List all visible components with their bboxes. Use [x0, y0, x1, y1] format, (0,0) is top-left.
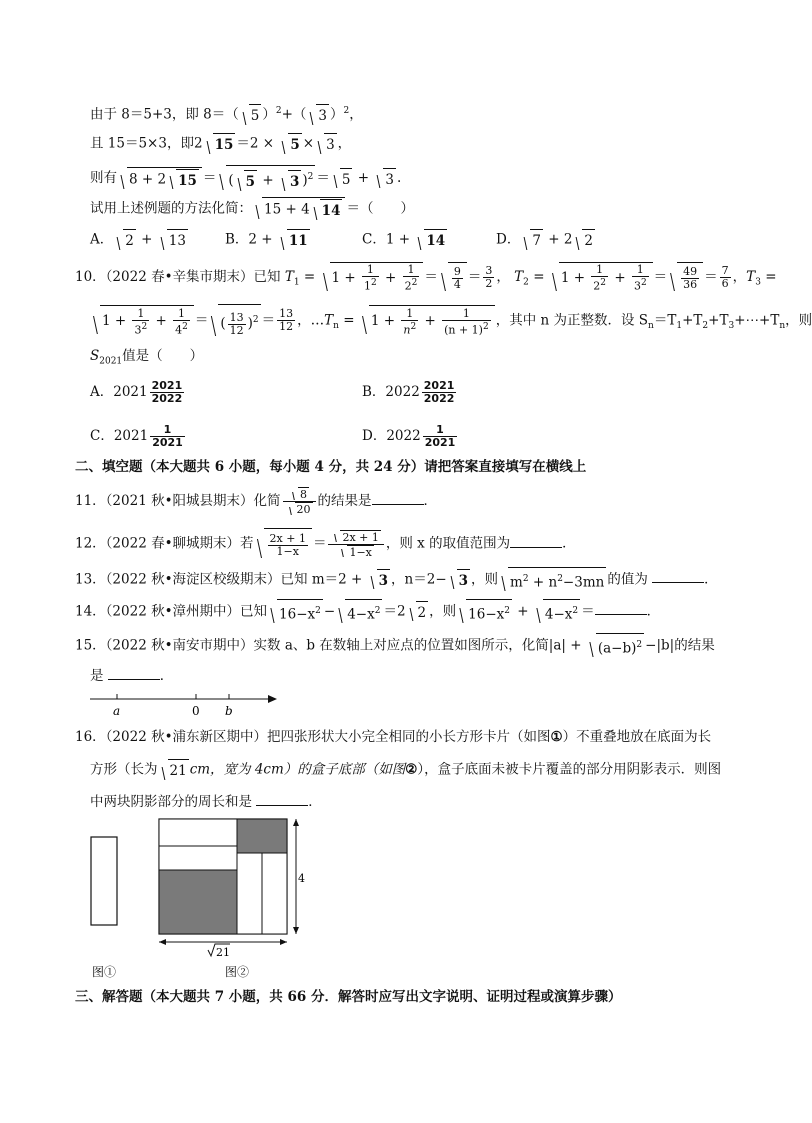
q13-line: 13．（2022 秋•海淀区校级期末）已知 m＝2 + 3 ，n＝2− 3 ，则 $m^2 + n^2-3mn$ 的值为 ．: [75, 567, 734, 593]
card-rectangle: [91, 837, 117, 925]
q9-option-d[interactable]: D． 7 + 2 2: [496, 229, 596, 251]
q9-line-1: 由于 8＝5+3，即 8＝（ 5 ）$^2$+（ 3 ）$^2$，: [90, 106, 363, 124]
shaded-region-left: [159, 870, 237, 934]
figure-1-caption: 图①: [92, 965, 117, 979]
label-b: b: [225, 704, 233, 718]
arrow-right-icon: [280, 939, 287, 945]
q16-line-2: 方形（长为 21 cm，宽为 4cm）的盒子底部（如图②），盒子底面未被卡片覆盖的部分用阴影表示．则图: [90, 759, 734, 781]
arrow-left-icon: [159, 939, 166, 945]
label-zero: 0: [192, 704, 200, 718]
q10-line-1: 10．（2022 春•辛集市期末）已知 $T_1 = 1$ + $\frac{1}{1^2}$ + $\frac{1}{2^2}$ ＝ $\frac{9}{4}$ ＝ $\frac{3}{2}$ ， $T_2 = 1$ + $\frac{1}{2^2}$ + $\frac{1}{3^2}$ ＝ $\frac{49}{36}$ ＝ $\frac{7}{6}$ ，$T_3$ =: [75, 263, 777, 293]
card-vertical-1: [237, 853, 262, 934]
shaded-region-right: [237, 819, 287, 853]
q12-line: 12．（2022 春•聊城期末）若 $\frac{2x + 1}{1-x}$ ＝ $\frac{2x + 1}{1-x}$ ，则 x 的取值范围为 ．: [75, 528, 734, 560]
q11-line: 11．（2021 秋•阳城县期末）化简 $\frac{8}{20}$ 的结果是 ．: [75, 488, 438, 516]
q13-answer-blank[interactable]: [652, 568, 704, 583]
q15-number-line: [85, 690, 285, 720]
q10-option-a[interactable]: A．2021 $\frac{2021}{2022}$: [90, 379, 183, 405]
card-top-1: [159, 819, 237, 846]
q16-line-3: 中两块阴影部分的周长和是 ．: [90, 791, 734, 812]
q10-line-3: $S_{2021}$值是（ ）: [90, 348, 204, 367]
q15-answer-blank[interactable]: [108, 665, 160, 680]
q12-answer-blank[interactable]: [510, 533, 562, 548]
q10-option-c[interactable]: C．2021 $\frac{1}{2021}$: [90, 423, 183, 449]
arrow-right-icon: [268, 695, 277, 703]
q10-option-d[interactable]: D．2022 $\frac{1}{2021}$: [362, 423, 456, 449]
arrow-up-icon: [293, 819, 299, 826]
q11-answer-blank[interactable]: [372, 490, 424, 505]
q16-answer-blank[interactable]: [256, 791, 308, 806]
q9-line-3: 则有 8 + 2 15 ＝ ( 5 + 3 )$^2$ ＝ 5 + 3 .: [90, 165, 734, 192]
q9-line-2: 且 15＝5×3，即2 15 ＝2 × 5 × 3 ，: [90, 133, 734, 155]
section-3-heading: 三、解答题（本大题共 7 小题，共 66 分．解答时应写出文字说明、证明过程或演算步骤）: [75, 989, 622, 1005]
figure-1-card: [88, 834, 122, 930]
q15-line-2: 是 ．: [90, 665, 734, 686]
height-label: 4: [298, 872, 305, 885]
figure-2-box: [150, 814, 310, 959]
figure-2-caption: 图②: [225, 965, 250, 979]
q10-option-b[interactable]: B．2022 $\frac{2021}{2022}$: [362, 379, 455, 405]
q16-line-1: 16．（2022 秋•浦东新区期中）把四张形状大小完全相同的小长方形卡片（如图①）不重叠地放在底面为长: [75, 729, 712, 745]
q14-answer-blank[interactable]: [595, 600, 647, 615]
q9-option-b[interactable]: B．2 + 11: [225, 229, 311, 251]
q9-option-c[interactable]: C．1 + 14: [362, 229, 448, 251]
q9-line-4: 试用上述例题的方法化简： 15 + 4 14 ＝（ ）: [90, 197, 734, 221]
card-top-2: [159, 846, 237, 870]
width-label: 21: [216, 946, 230, 959]
section-2-heading: 二、填空题（本大题共 6 小题，每小题 4 分，共 24 分）请把答案直接填写在横线上: [75, 459, 587, 475]
q15-line-1: 15．（2022 秋•南安市期中）实数 a、b 在数轴上对应点的位置如图所示，化简$|a| + (a-b)^2 -|b|$的结果: [75, 633, 734, 659]
arrow-down-icon: [293, 927, 299, 934]
card-vertical-2: [262, 853, 287, 934]
q9-option-a[interactable]: A． 2 + 13: [90, 229, 189, 251]
q10-line-2: 1 + $\frac{1}{3^2}$ + $\frac{1}{4^2}$ ＝ ( $\frac{13}{12}$ )$^2$ ＝ $\frac{13}{12}$ ，$\dots T_n = 1$ + $\frac{1}{n^2}$ + $\frac{1}{(n + 1)^2}$ ，其中 n 为正整数．设 $S_n=T_1+T_2+T_3+\cdots+T_n$，则: [90, 304, 734, 340]
q14-line: 14．（2022 秋•漳州期中）已知 $16-x^2 - 4-x^2 =2$ 2 ，则 $16-x^2 + 4-x^2$ ＝ ．: [75, 599, 734, 625]
label-a: a: [113, 704, 121, 718]
